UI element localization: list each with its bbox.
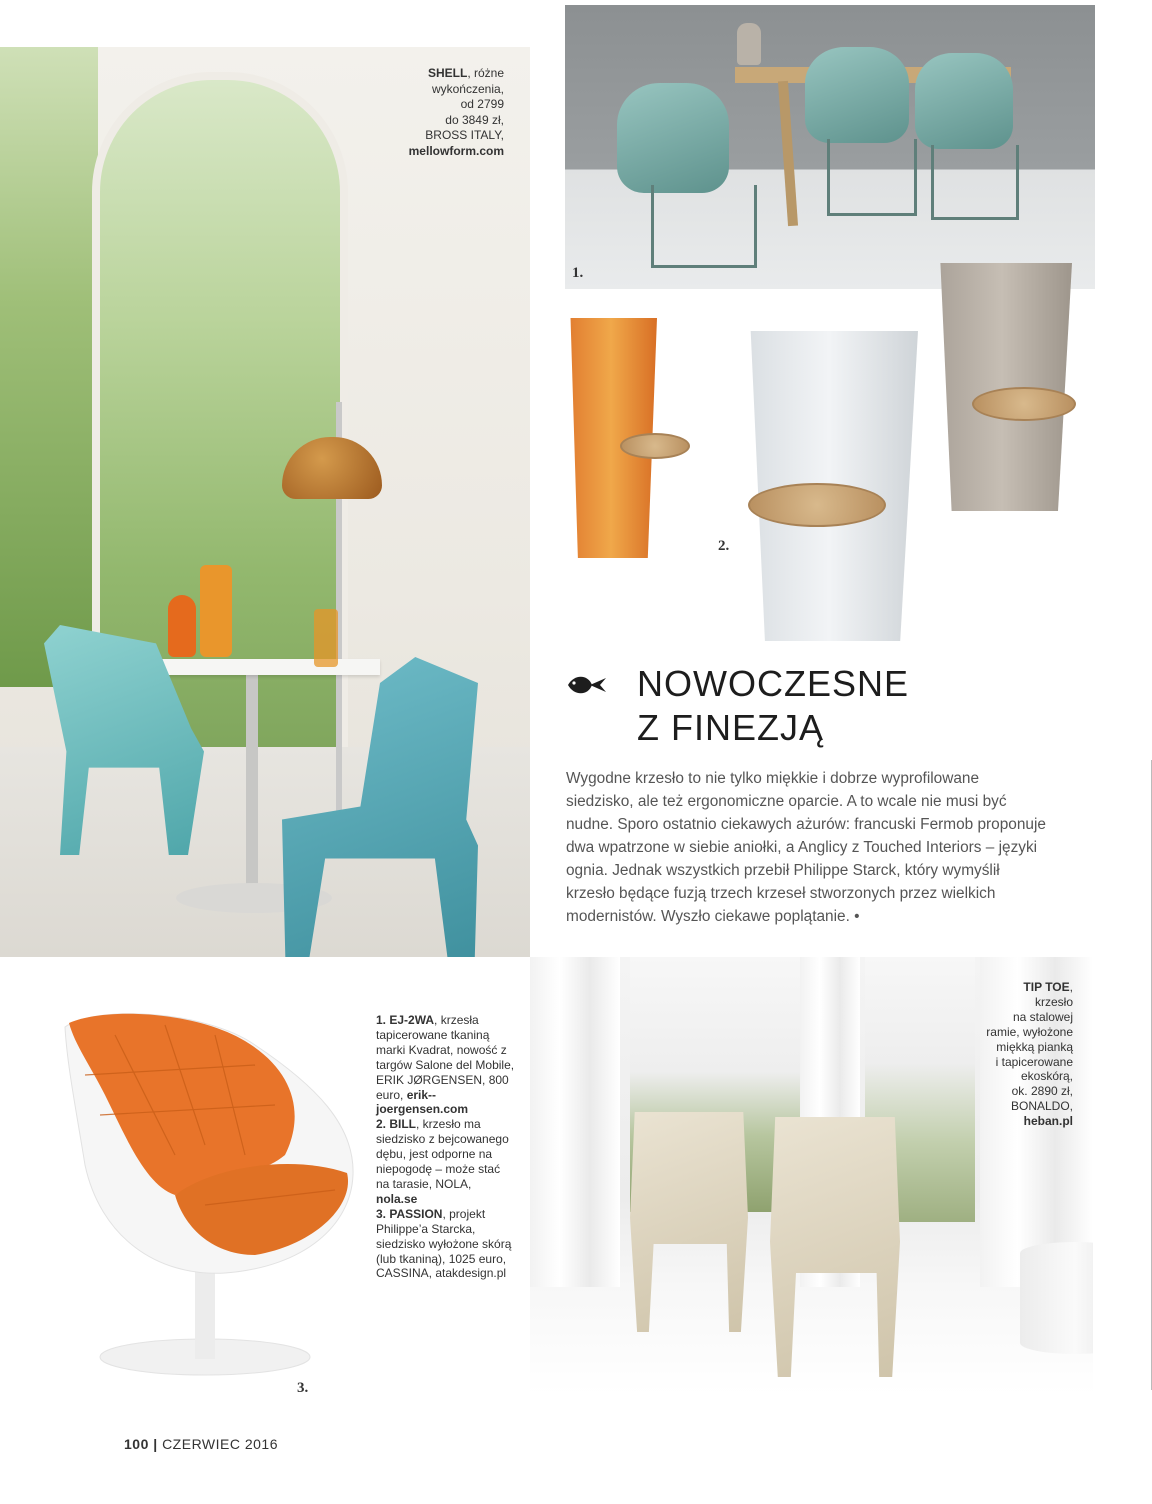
ej-chair-middle — [805, 47, 909, 143]
tiptoe-line1: , — [1069, 980, 1073, 994]
article-heading — [637, 662, 1057, 750]
tip-toe-caption — [945, 980, 1073, 1129]
bill-chairs-photo — [560, 263, 1080, 643]
marker-2: 2. — [718, 538, 730, 554]
fish-arrow-icon — [566, 670, 610, 700]
amber-glass — [314, 609, 338, 667]
footer-separator: | — [153, 1436, 158, 1452]
item2-text: , krzesło ma siedzisko z bejcowanego dębu, jest odporne na niepogodę – może stać na tarasie, NOLA, — [376, 1117, 509, 1191]
curtain-left — [530, 957, 620, 1287]
shell-line3: od 2799 — [460, 97, 504, 111]
article-body: Wygodne krzesło to nie tylko miękkie i dobrze wyprofilowane siedzisko, ale też ergonomiczne oparcie. A to wcale nie musi być nudne. Sporo ostatnio ciekawych ażurów: francuski Fermob proponuje dwa wpatrzone w siebie aniołki, a Anglicy z Touched Interiors – języki ognia. Jednak wszystkich przebił Philippe Starck, który wymyślił krzesło będące fuzją trzech krzeseł stworzonych przez wielkich modernistów. Wyszło ciekawe poplątanie. • — [566, 770, 1046, 925]
item2-name: 2. BILL — [376, 1117, 417, 1132]
table-leg — [246, 673, 258, 893]
item1-site-link[interactable]: erik--joergensen.com — [376, 1087, 469, 1117]
page-footer — [124, 1436, 278, 1452]
item3-name: 3. PASSION — [376, 1206, 443, 1221]
item3-text: , projekt Philippe’a Starcka, siedzisko wyłożone skórą (lub tkaniną), 1025 euro, CASSINA, atakdesign.pl — [376, 1206, 512, 1281]
shell-interior-photo — [0, 47, 530, 957]
bill-seat-orange — [620, 433, 690, 459]
tiptoe-line8: ok. 2890 zł, — [1011, 1084, 1073, 1099]
garden-foliage — [0, 47, 98, 687]
heading-line-2: Z FINEZJĄ — [637, 707, 824, 748]
marker-3: 3. — [297, 1380, 309, 1396]
bill-chair-grey — [932, 263, 1072, 511]
item1-text: , krzesła tapicerowane tkaniną marki Kvadrat, nowość z targów Salone del Mobile, ERIK JØRGENSEN, 800 euro, — [376, 1013, 515, 1102]
tiptoe-line4: ramie, wyłożone — [986, 1024, 1073, 1039]
ej-chair-back — [915, 53, 1013, 149]
tip-toe-chair-front — [770, 1117, 900, 1377]
shell-name: SHELL — [427, 66, 468, 80]
wooden-table-leg — [778, 81, 798, 226]
white-side-table — [1020, 1242, 1093, 1354]
ej-chair-front — [617, 83, 729, 193]
tiptoe-line9: BONALDO, — [1010, 1099, 1073, 1114]
marker-1: 1. — [572, 265, 584, 281]
tiptoe-line7: ekoskórą, — [1020, 1069, 1073, 1084]
tiptoe-line3: na stalowej — [1012, 1009, 1073, 1024]
orange-vase — [168, 595, 196, 657]
tiptoe-line2: krzesło — [1034, 994, 1073, 1009]
shell-line4: do 3849 zł, — [445, 112, 504, 127]
shell-line2: wykończenia, — [431, 81, 504, 96]
shell-line1: , różne — [467, 66, 504, 80]
shell-line5: BROSS ITALY, — [425, 128, 504, 142]
passion-chair-photo — [55, 1005, 360, 1380]
ej-2wa-photo — [565, 5, 1095, 289]
issue-date: CZERWIEC 2016 — [162, 1436, 279, 1452]
shell-caption — [360, 66, 504, 159]
tiptoe-name: TIP TOE — [1023, 980, 1070, 994]
ej-chair-front-legs — [651, 185, 757, 268]
tiptoe-line5: miękką pianką — [996, 1039, 1073, 1054]
tiptoe-line6: i tapicerowane — [995, 1054, 1073, 1069]
ej-chair-back-legs — [931, 145, 1019, 220]
tiptoe-site-link[interactable]: heban.pl — [1023, 1114, 1073, 1129]
bill-seat-white — [748, 483, 886, 527]
decor-vase — [737, 23, 761, 65]
product-caption-list — [376, 1013, 516, 1281]
item1-name: 1. EJ-2WA — [376, 1013, 435, 1027]
shell-site-link[interactable]: mellowform.com — [408, 143, 504, 158]
ej-chair-middle-legs — [827, 139, 917, 216]
page-number: 100 — [124, 1436, 149, 1452]
heading-line-1: NOWOCZESNE — [637, 663, 910, 704]
tip-toe-chair-back — [630, 1112, 748, 1332]
bill-seat-grey — [972, 387, 1076, 421]
item2-site-link[interactable]: nola.se — [376, 1191, 418, 1206]
amber-carafe — [200, 565, 232, 657]
